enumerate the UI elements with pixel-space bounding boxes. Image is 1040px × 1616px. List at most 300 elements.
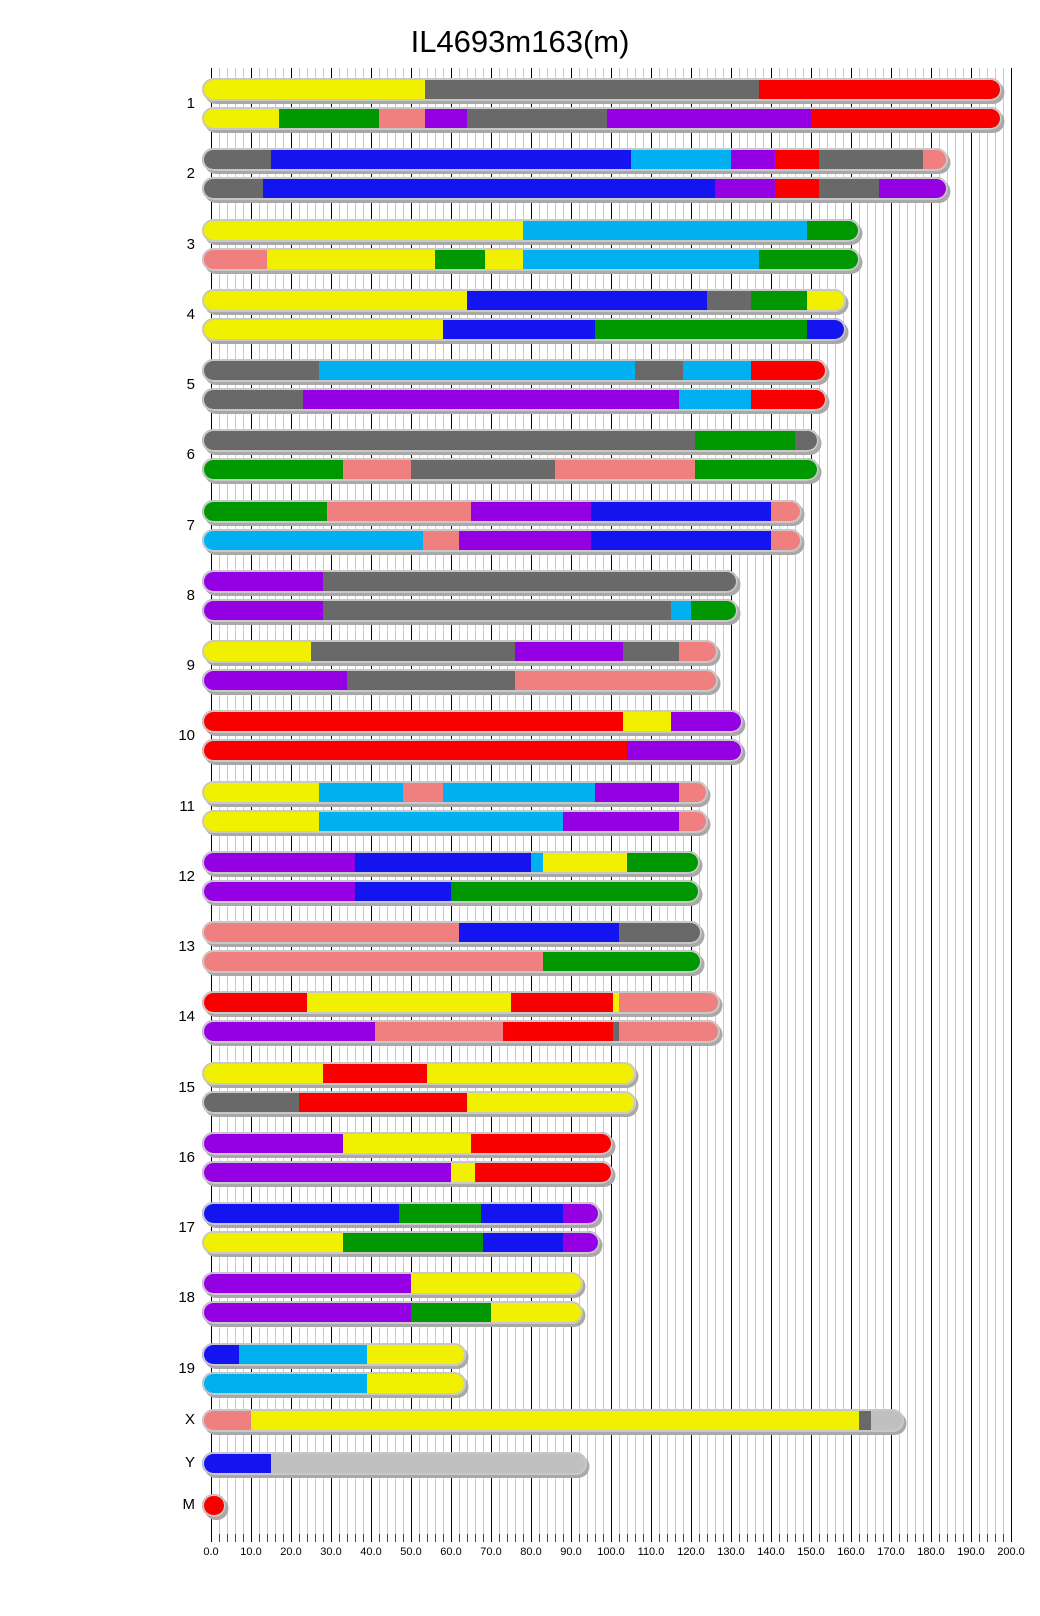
axis-tick-minor [715,1534,716,1542]
axis-tick-minor [843,1534,844,1542]
axis-tick-label: 90.0 [560,1546,582,1558]
segment-gray [619,921,702,944]
chr-2-hap2-bar [202,177,948,200]
chr-6-hap2-bar [202,458,819,481]
chromosome-label-4: 4 [186,305,195,323]
chr-7-hap1-bar [202,500,802,523]
chr-2-hap1-bar [202,148,948,171]
chr-13-hap1-bar [202,921,702,944]
segment-yellow [202,289,467,312]
axis-tick-minor [1003,1534,1004,1542]
axis-tick-label: 100.0 [597,1546,625,1558]
axis-tick-minor [755,1534,756,1542]
segment-blue [271,148,631,171]
segment-gray [311,640,515,663]
axis-tick-minor [539,1534,540,1542]
segment-lightblue [202,529,423,552]
chr-12-hap1-bar [202,851,700,874]
axis-tick-major [571,1528,572,1542]
axis-tick-minor [947,1534,948,1542]
segment-green [695,429,795,452]
axis-tick-major [691,1528,692,1542]
gridline-minor [859,68,860,1542]
segment-green [691,599,738,622]
axis-tick-minor [395,1534,396,1542]
segment-red [503,1020,613,1043]
segment-gray [819,148,923,171]
segment-purple [202,1301,411,1324]
segment-red [299,1091,467,1114]
segment-blue [443,318,595,341]
segment-gray [411,458,555,481]
axis-tick-minor [363,1534,364,1542]
axis-tick-minor [323,1534,324,1542]
chr-11-hap2-bar [202,810,708,833]
axis-tick-major [891,1528,892,1542]
axis-tick-minor [515,1534,516,1542]
segment-pink [619,1020,720,1043]
axis-tick-minor [475,1534,476,1542]
chr-8-hap1-bar [202,570,738,593]
gridline-minor [987,68,988,1542]
segment-lightblue [523,219,807,242]
axis-tick-minor [427,1534,428,1542]
axis-tick-minor [803,1534,804,1542]
segment-green [202,500,327,523]
axis-tick-label: 110.0 [637,1546,665,1558]
axis-tick-minor [659,1534,660,1542]
gridline-minor [915,68,916,1542]
segment-yellow [491,1301,583,1324]
chr-13-hap2-bar [202,950,702,973]
segment-purple [202,1132,343,1155]
gridline-minor [955,68,956,1542]
segment-yellow [451,1161,475,1184]
axis-tick-major [731,1528,732,1542]
segment-purple [459,529,591,552]
chr-M-hap1-bar [202,1494,226,1517]
chart-title: IL4693m163(m) [410,24,630,59]
chr-1-hap2-bar [202,107,1002,130]
gridline-minor [963,68,964,1542]
gridline-minor [979,68,980,1542]
axis-tick-minor [699,1534,700,1542]
segment-pink [343,458,411,481]
chr-3-hap1-bar [202,219,860,242]
chr-17-hap2-bar [202,1231,600,1254]
axis-tick-minor [667,1534,668,1542]
segment-blue [202,1202,399,1225]
chromosome-label-X: X [184,1411,195,1428]
segment-purple [303,388,679,411]
axis-tick-label: 80.0 [520,1546,542,1558]
chr-16-hap2-bar [202,1161,613,1184]
segment-yellow [202,810,319,833]
chromosome-label-15: 15 [178,1078,195,1096]
chr-5-hap1-bar [202,359,827,382]
chr-18-hap1-bar [202,1272,583,1295]
chr-19-hap2-bar [202,1372,466,1395]
segment-purple [202,669,347,692]
segment-red [471,1132,613,1155]
axis-tick-minor [835,1534,836,1542]
axis-tick-label: 30.0 [320,1546,342,1558]
segment-yellow [485,248,523,271]
chromosome-label-2: 2 [186,165,195,183]
axis-tick-minor [315,1534,316,1542]
axis-tick-minor [403,1534,404,1542]
segment-gray [202,177,263,200]
chr-4-hap1-bar [202,289,846,312]
axis-tick-minor [595,1534,596,1542]
segment-gray [795,429,819,452]
segment-red [511,991,613,1014]
segment-blue [355,880,451,903]
axis-tick-minor [739,1534,740,1542]
segment-yellow [202,78,425,101]
segment-pink [515,669,718,692]
axis-tick-minor [235,1534,236,1542]
segment-yellow [202,781,319,804]
gridline-major [851,68,852,1542]
axis-tick-label: 0.0 [203,1546,219,1558]
segment-silver [271,1452,587,1475]
axis-tick-label: 180.0 [917,1546,945,1558]
axis-tick-minor [387,1534,388,1542]
segment-blue [459,921,619,944]
segment-purple [471,500,591,523]
axis-tick-major [291,1528,292,1542]
chromosome-label-6: 6 [186,446,195,464]
chr-7-hap2-bar [202,529,802,552]
chr-14-hap2-bar [202,1020,720,1043]
chromosome-label-M: M [182,1496,195,1513]
segment-pink [771,500,802,523]
axis-tick-major [531,1528,532,1542]
chr-15-hap2-bar [202,1091,636,1114]
segment-lightblue [523,248,759,271]
axis-tick-minor [859,1534,860,1542]
chromosome-label-5: 5 [186,376,195,393]
axis-tick-minor [683,1534,684,1542]
axis-tick-major [211,1528,212,1542]
chr-15-hap1-bar [202,1062,636,1085]
segment-blue [481,1202,563,1225]
axis-tick-major [331,1528,332,1542]
gridline-major [891,68,892,1542]
segment-green [435,248,485,271]
segment-blue [202,1452,271,1475]
axis-tick-major [1011,1528,1012,1542]
segment-gray [425,78,759,101]
segment-purple [563,810,679,833]
chromosome-label-19: 19 [178,1359,195,1377]
segment-green [451,880,700,903]
segment-purple [425,107,467,130]
gridline-minor [883,68,884,1542]
axis-tick-minor [915,1534,916,1542]
segment-blue [263,177,715,200]
axis-tick-minor [635,1534,636,1542]
chromosome-label-7: 7 [186,516,195,534]
axis-tick-minor [795,1534,796,1542]
segment-lightblue [631,148,731,171]
axis-tick-minor [627,1534,628,1542]
axis-tick-minor [443,1534,444,1542]
segment-gray [467,107,607,130]
segment-pink [379,107,425,130]
axis-tick-minor [939,1534,940,1542]
axis-tick-major [611,1528,612,1542]
axis-tick-minor [283,1534,284,1542]
axis-tick-minor [419,1534,420,1542]
segment-red [202,739,627,762]
segment-red [202,710,623,733]
axis-tick-major [411,1528,412,1542]
segment-pink [679,781,708,804]
segment-blue [807,318,846,341]
axis-tick-minor [275,1534,276,1542]
segment-green [695,458,819,481]
chr-8-hap2-bar [202,599,738,622]
chromosome-label-Y: Y [184,1454,195,1471]
axis-tick-minor [259,1534,260,1542]
chr-10-hap1-bar [202,710,743,733]
axis-tick-minor [483,1534,484,1542]
segment-purple [202,1020,375,1043]
segment-green [279,107,379,130]
chromosome-label-16: 16 [178,1148,195,1166]
segment-red [475,1161,613,1184]
chromosome-label-18: 18 [178,1289,195,1307]
axis-tick-label: 170.0 [877,1546,905,1558]
segment-pink [202,921,459,944]
segment-lightblue [443,781,595,804]
segment-purple [202,570,323,593]
segment-yellow [543,851,627,874]
segment-gray [859,1409,871,1432]
segment-lightblue [683,359,751,382]
axis-tick-label: 140.0 [757,1546,785,1558]
axis-tick-minor [723,1534,724,1542]
gridline-major [971,68,972,1542]
axis-tick-major [811,1528,812,1542]
segment-pink [423,529,459,552]
axis-tick-label: 160.0 [837,1546,865,1558]
axis-tick-minor [875,1534,876,1542]
chromosome-label-11: 11 [179,797,195,815]
axis-tick-minor [867,1534,868,1542]
segment-green [343,1231,483,1254]
chr-5-hap2-bar [202,388,827,411]
axis-tick-minor [963,1534,964,1542]
chr-17-hap1-bar [202,1202,600,1225]
segment-lightblue [531,851,543,874]
chromosome-label-8: 8 [186,586,195,604]
segment-pink [619,991,720,1014]
segment-pink [375,1020,503,1043]
chr-11-hap1-bar [202,781,708,804]
axis-tick-minor [267,1534,268,1542]
segment-red [751,359,827,382]
segment-purple [731,148,775,171]
segment-yellow [307,991,511,1014]
chromosome-label-17: 17 [178,1219,195,1236]
axis-tick-minor [603,1534,604,1542]
axis-tick-minor [307,1534,308,1542]
axis-tick-major [771,1528,772,1542]
gridline-minor [875,68,876,1542]
axis-tick-minor [787,1534,788,1542]
segment-yellow [367,1343,466,1366]
chr-4-hap2-bar [202,318,846,341]
axis-tick-minor [883,1534,884,1542]
segment-green [751,289,807,312]
segment-blue [483,1231,563,1254]
axis-tick-label: 70.0 [480,1546,502,1558]
segment-green [399,1202,481,1225]
chromosome-label-13: 13 [178,938,195,955]
axis-tick-major [451,1528,452,1542]
segment-purple [595,781,679,804]
segment-pink [202,950,543,973]
segment-red [811,107,1002,130]
segment-lightblue [679,388,751,411]
segment-yellow [427,1062,636,1085]
axis-tick-major [371,1528,372,1542]
axis-tick-minor [459,1534,460,1542]
chr-19-hap1-bar [202,1343,466,1366]
chr-9-hap1-bar [202,640,718,663]
axis-tick-minor [555,1534,556,1542]
segment-purple [879,177,948,200]
segment-gray [707,289,751,312]
chr-10-hap2-bar [202,739,743,762]
segment-pink [327,500,471,523]
gridline-minor [867,68,868,1542]
axis-tick-minor [995,1534,996,1542]
axis-tick-minor [227,1534,228,1542]
segment-purple [563,1231,600,1254]
segment-yellow [367,1372,466,1395]
segment-purple [671,710,743,733]
gridline-minor [995,68,996,1542]
chr-14-hap1-bar [202,991,720,1014]
gridline-major [931,68,932,1542]
segment-pink [771,529,802,552]
gridline-minor [923,68,924,1542]
gridline-minor [939,68,940,1542]
axis-tick-minor [523,1534,524,1542]
segment-purple [202,851,355,874]
chr-16-hap1-bar [202,1132,613,1155]
axis-tick-label: 150.0 [797,1546,825,1558]
chr-9-hap2-bar [202,669,718,692]
chr-Y-hap1-bar [202,1452,587,1475]
axis-tick-minor [763,1534,764,1542]
axis-tick-minor [347,1534,348,1542]
axis-tick-label: 40.0 [360,1546,382,1558]
segment-green [202,458,343,481]
segment-gray [202,388,303,411]
axis-tick-major [971,1528,972,1542]
segment-red [759,78,1002,101]
axis-tick-minor [507,1534,508,1542]
segment-red [202,1494,226,1517]
axis-tick-minor [619,1534,620,1542]
segment-lightblue [319,781,403,804]
axis-tick-major [931,1528,932,1542]
gridline-minor [899,68,900,1542]
gridline-major [1011,68,1012,1542]
axis-tick-label: 200.0 [997,1546,1025,1558]
segment-gray [623,640,679,663]
segment-purple [202,599,323,622]
segment-pink [923,148,948,171]
axis-tick-label: 190.0 [957,1546,985,1558]
segment-green [627,851,700,874]
segment-yellow [807,289,846,312]
segment-pink [202,248,267,271]
segment-yellow [411,1272,583,1295]
segment-pink [403,781,443,804]
segment-red [751,388,827,411]
axis-tick-minor [899,1534,900,1542]
segment-gray [819,177,879,200]
segment-yellow [202,219,523,242]
segment-purple [202,1161,451,1184]
segment-yellow [623,710,671,733]
axis-tick-minor [779,1534,780,1542]
segment-blue [355,851,531,874]
chr-6-hap1-bar [202,429,819,452]
chr-12-hap2-bar [202,880,700,903]
gridline-minor [907,68,908,1542]
segment-gray [635,359,683,382]
segment-red [775,177,819,200]
segment-pink [202,1409,251,1432]
segment-blue [591,500,771,523]
axis-tick-minor [499,1534,500,1542]
segment-purple [202,1272,411,1295]
chr-3-hap2-bar [202,248,860,271]
axis-tick-major [651,1528,652,1542]
chromosome-label-14: 14 [178,1008,195,1026]
segment-yellow [202,107,279,130]
axis-tick-minor [547,1534,548,1542]
axis-tick-minor [579,1534,580,1542]
segment-lightblue [671,599,691,622]
axis-tick-label: 120.0 [677,1546,705,1558]
segment-purple [715,177,775,200]
axis-tick-minor [747,1534,748,1542]
gridline-minor [1003,68,1004,1542]
segment-green [411,1301,491,1324]
segment-red [323,1062,427,1085]
axis-tick-major [851,1528,852,1542]
chr-1-hap1-bar [202,78,1002,101]
segment-purple [563,1202,600,1225]
segment-purple [607,107,811,130]
segment-yellow [202,640,311,663]
segment-gray [202,429,695,452]
axis-tick-minor [643,1534,644,1542]
axis-tick-minor [819,1534,820,1542]
axis-tick-minor [339,1534,340,1542]
segment-gray [323,570,738,593]
segment-green [595,318,807,341]
axis-tick-minor [923,1534,924,1542]
